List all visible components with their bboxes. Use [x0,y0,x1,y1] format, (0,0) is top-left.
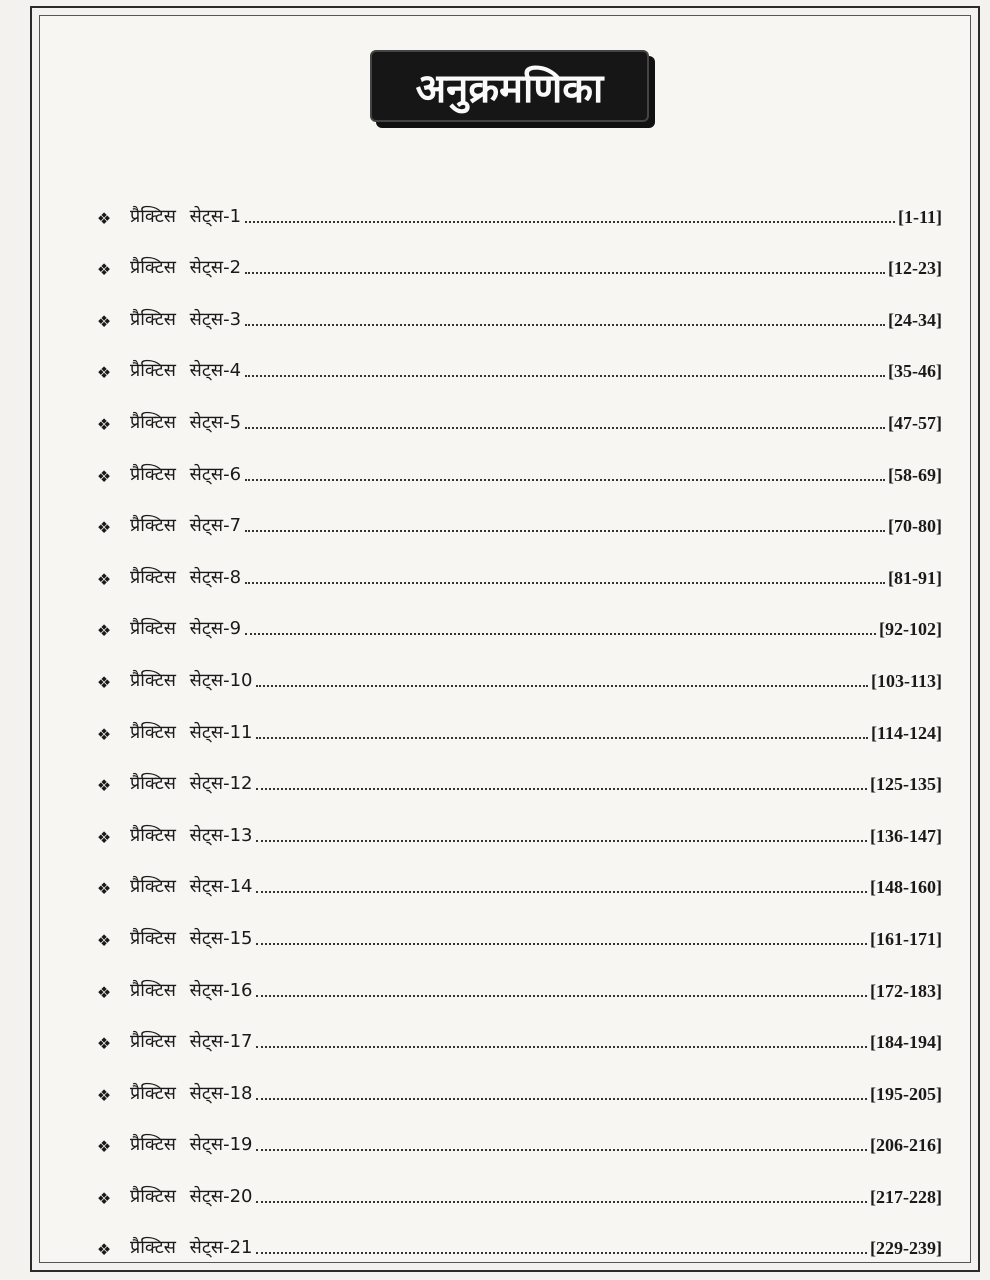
toc-entry-label: प्रैक्टिस सेट्स-19 [130,1134,253,1156]
toc-entry [82,279,942,331]
toc-entry [82,382,942,434]
dotted-leader [256,1045,867,1048]
diamond-bullet-icon: ❖ [96,1137,112,1157]
toc-entry-pages: [92-102] [879,619,942,640]
diamond-bullet-icon: ❖ [96,569,112,589]
diamond-bullet-icon: ❖ [96,621,112,641]
dotted-leader [256,736,868,739]
toc-entry-pages: [161-171] [870,928,942,949]
toc-entry-label: प्रैक्टिस सेट्स-11 [130,721,253,743]
toc-entry-label: प्रैक्टिस सेट्स-3 [130,308,242,330]
toc-entry [82,744,942,796]
dotted-leader [256,1200,867,1203]
toc-entry [82,640,942,692]
toc-entry [82,1002,942,1054]
dotted-leader [245,529,885,532]
dotted-leader [256,1097,867,1100]
toc-entry-label: प्रैक्टिस सेट्स-5 [130,411,242,433]
toc-entry-label: प्रैक्टिस सेट्स-6 [130,463,242,485]
table-of-contents [82,176,942,1259]
diamond-bullet-icon: ❖ [96,1085,112,1105]
toc-entry [82,1208,942,1260]
toc-entry [82,537,942,589]
dotted-leader [256,994,867,997]
toc-entry-label: प्रैक्टिस सेट्स-7 [130,515,242,537]
dotted-leader [245,581,885,584]
toc-entry [82,589,942,641]
toc-entry-pages: [24-34] [888,309,942,330]
diamond-bullet-icon: ❖ [96,1034,112,1054]
dotted-leader [256,890,867,893]
diamond-bullet-icon: ❖ [96,260,112,280]
toc-entry [82,898,942,950]
dotted-leader [245,271,885,274]
toc-entry-label: प्रैक्टिस सेट्स-20 [130,1185,253,1207]
toc-entry-pages: [206-216] [870,1135,942,1156]
toc-entry-pages: [217-228] [870,1186,942,1207]
diamond-bullet-icon: ❖ [96,414,112,434]
diamond-bullet-icon: ❖ [96,1240,112,1260]
diamond-bullet-icon: ❖ [96,724,112,744]
title-banner [370,50,655,128]
toc-entry-pages: [47-57] [888,412,942,433]
toc-entry [82,1105,942,1157]
diamond-bullet-icon: ❖ [96,311,112,331]
dotted-leader [256,787,867,790]
dotted-leader [256,1251,867,1254]
toc-entry-pages: [125-135] [870,774,942,795]
toc-entry [82,692,942,744]
toc-entry-label: प्रैक्टिस सेट्स-16 [130,979,253,1001]
toc-entry [82,1156,942,1208]
toc-entry-label: प्रैक्टिस सेट्स-13 [130,824,253,846]
diamond-bullet-icon: ❖ [96,879,112,899]
diamond-bullet-icon: ❖ [96,1188,112,1208]
page-border-outer [30,6,980,1272]
toc-entry-label: प्रैक्टिस सेट्स-2 [130,257,242,279]
toc-entry-pages: [70-80] [888,516,942,537]
dotted-leader [256,684,868,687]
toc-entry-label: प्रैक्टिस सेट्स-18 [130,1082,253,1104]
toc-entry [82,331,942,383]
dotted-leader [256,942,867,945]
toc-entry [82,486,942,538]
toc-entry-label: प्रैक्टिस सेट्स-4 [130,360,242,382]
diamond-bullet-icon: ❖ [96,518,112,538]
toc-entry-pages: [12-23] [888,258,942,279]
diamond-bullet-icon: ❖ [96,363,112,383]
diamond-bullet-icon: ❖ [96,982,112,1002]
toc-entry [82,434,942,486]
page-border-inner [39,15,971,1263]
toc-entry-pages: [136-147] [870,825,942,846]
diamond-bullet-icon: ❖ [96,208,112,228]
toc-entry-label: प्रैक्टिस सेट्स-14 [130,876,253,898]
dotted-leader [245,323,885,326]
toc-entry-pages: [81-91] [888,567,942,588]
toc-entry [82,950,942,1002]
dotted-leader [245,220,895,223]
page-title: अनुक्रमणिका [370,50,649,122]
toc-entry [82,228,942,280]
dotted-leader [256,839,867,842]
toc-entry-label: प्रैक्टिस सेट्स-1 [130,205,242,227]
dotted-leader [256,1148,867,1151]
toc-entry [82,847,942,899]
toc-entry [82,176,942,228]
toc-entry-pages: [148-160] [870,877,942,898]
diamond-bullet-icon: ❖ [96,930,112,950]
toc-entry-label: प्रैक्टिस सेट्स-12 [130,773,253,795]
toc-entry [82,1053,942,1105]
toc-entry-label: प्रैक्टिस सेट्स-21 [130,1237,253,1259]
toc-entry-pages: [195-205] [870,1083,942,1104]
dotted-leader [245,426,885,429]
diamond-bullet-icon: ❖ [96,466,112,486]
toc-entry-pages: [103-113] [871,670,942,691]
toc-entry-pages: [114-124] [871,722,942,743]
dotted-leader [245,478,885,481]
toc-entry-pages: [184-194] [870,1032,942,1053]
diamond-bullet-icon: ❖ [96,827,112,847]
toc-entry-pages: [229-239] [870,1238,942,1259]
toc-entry-label: प्रैक्टिस सेट्स-15 [130,927,253,949]
toc-entry-label: प्रैक्टिस सेट्स-10 [130,669,253,691]
toc-entry [82,795,942,847]
toc-entry-pages: [172-183] [870,980,942,1001]
toc-entry-label: प्रैक्टिस सेट्स-8 [130,566,242,588]
toc-entry-pages: [58-69] [888,464,942,485]
toc-entry-pages: [35-46] [888,361,942,382]
toc-entry-label: प्रैक्टिस सेट्स-9 [130,618,242,640]
toc-entry-label: प्रैक्टिस सेट्स-17 [130,1031,253,1053]
diamond-bullet-icon: ❖ [96,776,112,796]
dotted-leader [245,632,876,635]
toc-entry-pages: [1-11] [898,206,942,227]
diamond-bullet-icon: ❖ [96,672,112,692]
dotted-leader [245,374,885,377]
